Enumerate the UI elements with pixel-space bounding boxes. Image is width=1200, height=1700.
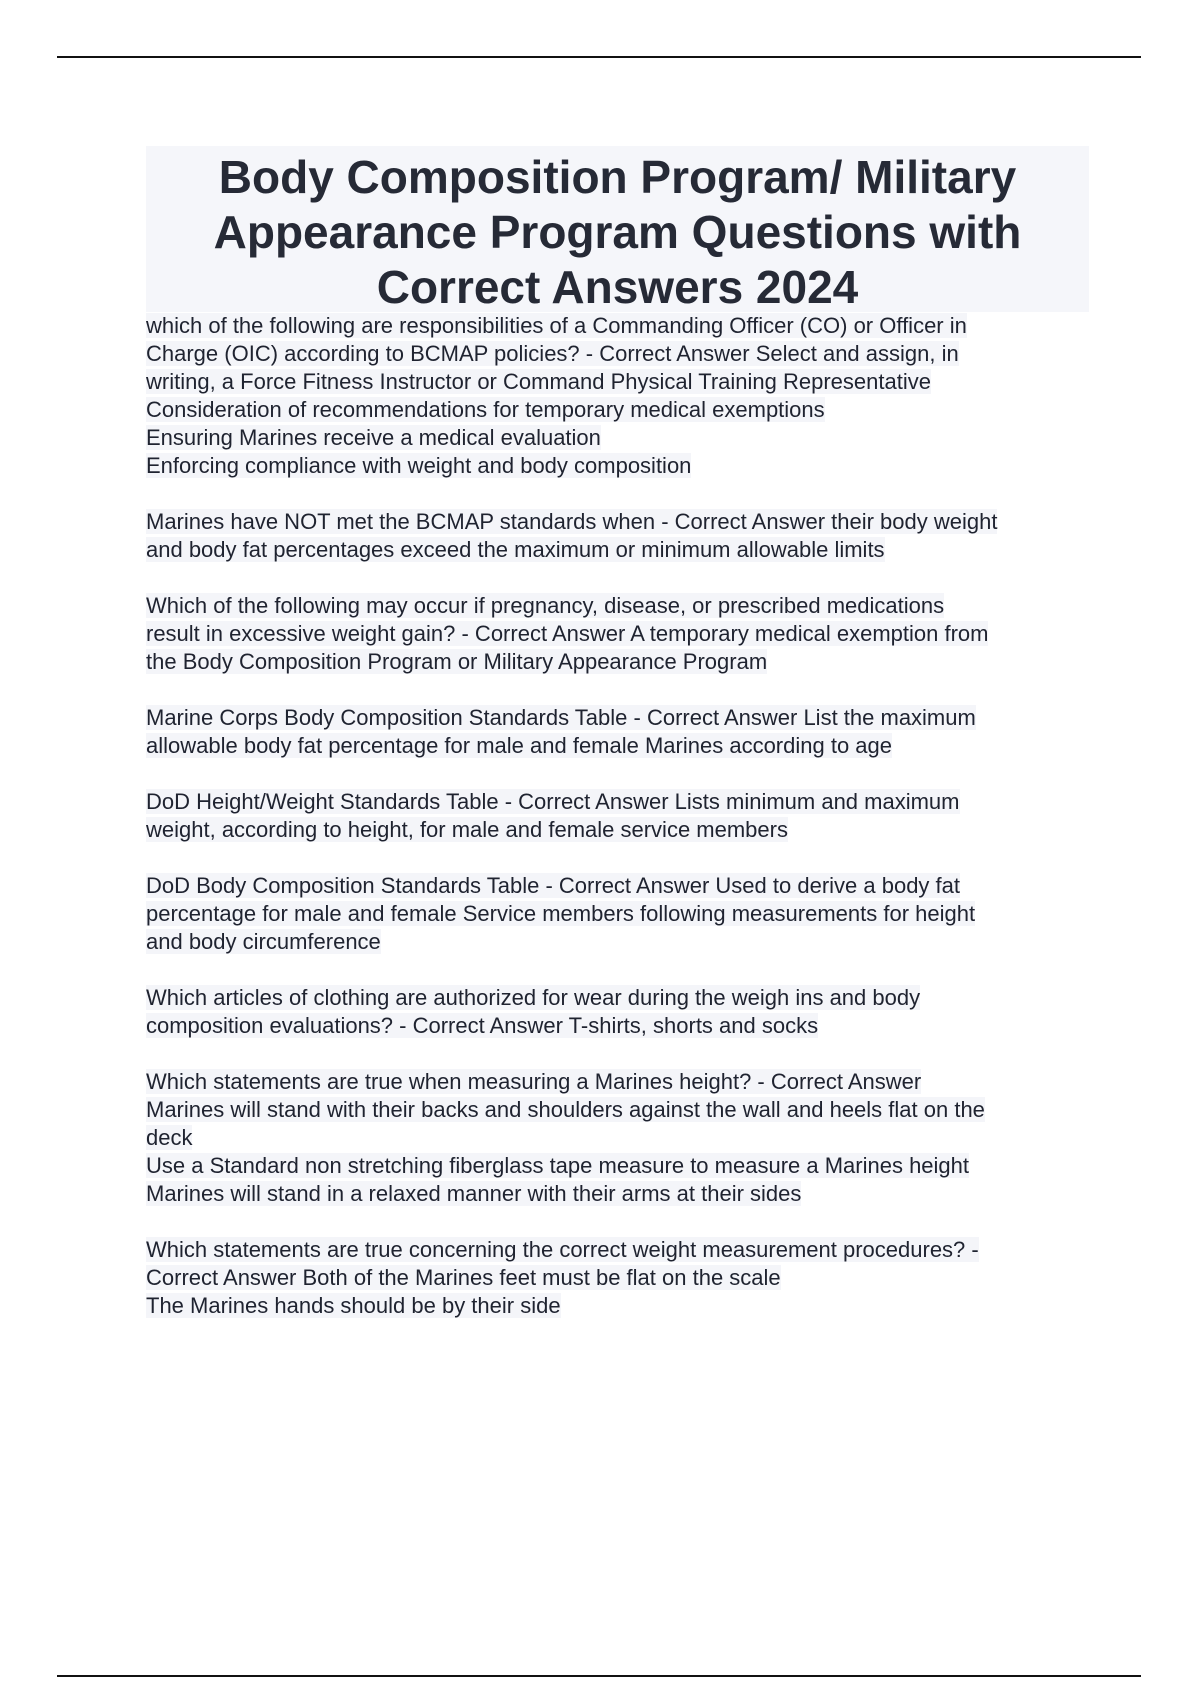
text-line: composition evaluations? - Correct Answer T-shirts, shorts and socks [146,1013,819,1038]
text-line: Marines will stand with their backs and shoulders against the wall and heels flat on the [146,1097,985,1122]
text-line: Marine Corps Body Composition Standards Table - Correct Answer List the maximum [146,705,976,730]
qa-paragraph [146,592,1096,676]
text-line: allowable body fat percentage for male and female Marines according to age [146,733,893,758]
text-line: weight, according to height, for male and female service members [146,817,788,842]
text-line: deck [146,1125,193,1150]
text-line: which of the following are responsibilities of a Commanding Officer (CO) or Officer in [146,313,967,338]
document-body [146,312,1096,1348]
text-line: writing, a Force Fitness Instructor or Command Physical Training Representative [146,369,931,394]
text-line: the Body Composition Program or Military Appearance Program [146,649,768,674]
bottom-rule [57,1675,1141,1677]
text-line: Which statements are true when measuring a Marines height? - Correct Answer [146,1069,922,1094]
document-title: Body Composition Program/ Military Appearance Program Questions with Correct Answers 2024 [213,151,1022,313]
text-line: DoD Height/Weight Standards Table - Correct Answer Lists minimum and maximum [146,789,960,814]
text-line: Correct Answer Both of the Marines feet must be flat on the scale [146,1265,781,1290]
qa-paragraph [146,1236,1096,1320]
qa-paragraph [146,984,1096,1040]
text-line: Enforcing compliance with weight and body composition [146,453,692,478]
qa-paragraph [146,1068,1096,1208]
text-line: result in excessive weight gain? - Correct Answer A temporary medical exemption from [146,621,989,646]
text-line: Which articles of clothing are authorized for wear during the weigh ins and body [146,985,921,1010]
text-line: percentage for male and female Service members following measurements for height [146,901,976,926]
top-rule [57,56,1141,58]
text-line: Marines will stand in a relaxed manner with their arms at their sides [146,1181,802,1206]
title-box [146,146,1089,312]
text-line: and body fat percentages exceed the maximum or minimum allowable limits [146,537,885,562]
qa-paragraph [146,704,1096,760]
text-line: Which of the following may occur if pregnancy, disease, or prescribed medications [146,593,945,618]
text-line: Consideration of recommendations for temporary medical exemptions [146,397,825,422]
qa-paragraph [146,788,1096,844]
qa-paragraph [146,312,1096,480]
qa-paragraph [146,872,1096,956]
text-line: Charge (OIC) according to BCMAP policies? - Correct Answer Select and assign, in [146,341,959,366]
qa-paragraph [146,508,1096,564]
text-line: Ensuring Marines receive a medical evaluation [146,425,601,450]
text-line: and body circumference [146,929,381,954]
text-line: The Marines hands should be by their side [146,1293,561,1318]
text-line: Which statements are true concerning the correct weight measurement procedures? - [146,1237,979,1262]
text-line: Marines have NOT met the BCMAP standards when - Correct Answer their body weight [146,509,998,534]
text-line: Use a Standard non stretching fiberglass tape measure to measure a Marines height [146,1153,970,1178]
text-line: DoD Body Composition Standards Table - Correct Answer Used to derive a body fat [146,873,960,898]
